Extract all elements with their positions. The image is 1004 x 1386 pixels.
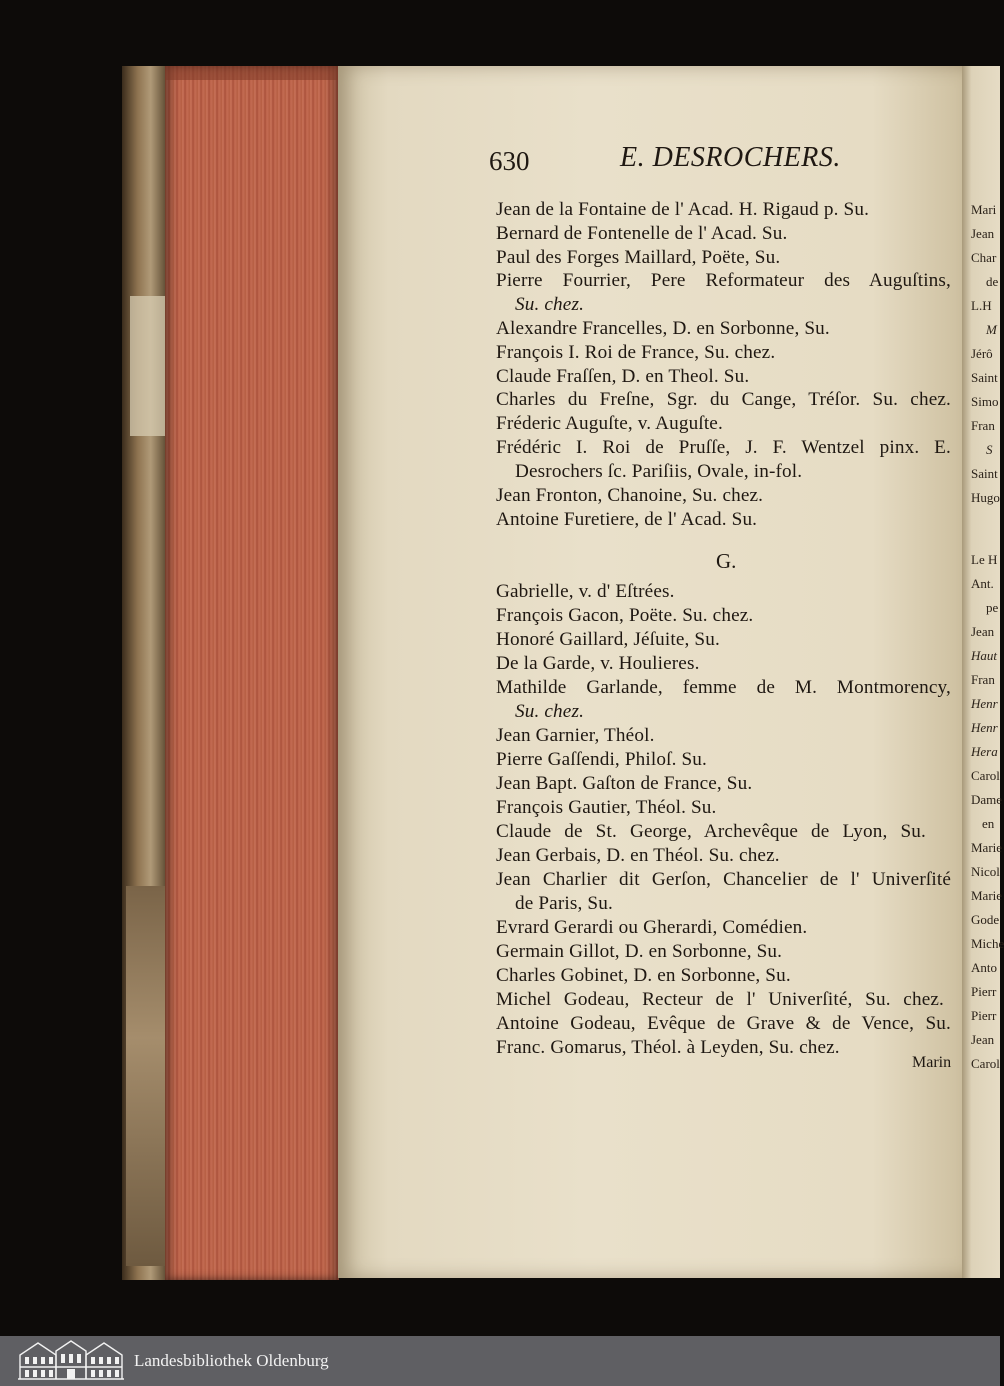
right-page-text: Henr bbox=[971, 720, 998, 735]
section-heading: G. bbox=[716, 549, 737, 573]
right-page-text: Char bbox=[971, 250, 997, 265]
right-page-text: Le H bbox=[971, 552, 998, 567]
entry-line: Bernard de Fontenelle de l' Acad. Su. bbox=[496, 223, 788, 244]
entry-line: Fréderic Auguſte, v. Auguſte. bbox=[496, 413, 723, 434]
entry-line: Desrochers ſc. Pariſiis, Ovale, in-fol. bbox=[515, 461, 803, 482]
entry-line: Su. chez. bbox=[515, 294, 585, 315]
entry-line: François I. Roi de France, Su. chez. bbox=[496, 342, 776, 363]
entry-line: Frédéric I. Roi de Pruſſe, J. F. Wentzel pinx. E. bbox=[496, 437, 951, 458]
right-page-text: M bbox=[986, 322, 997, 337]
entry-line: François Gautier, Théol. Su. bbox=[496, 797, 717, 818]
right-page-text: Fran bbox=[971, 672, 995, 687]
entry-line: Claude de St. George, Archevêque de Lyon, Su. bbox=[496, 821, 926, 842]
entry-line: Mathilde Garlande, femme de M. Montmorency, bbox=[496, 677, 951, 698]
right-page-text: Hugo bbox=[971, 490, 1000, 505]
right-page-text: Carol bbox=[971, 1056, 1000, 1071]
right-page-text: Nicol bbox=[971, 864, 1000, 879]
right-page-text: Carol bbox=[971, 768, 1000, 783]
library-name: Landesbibliothek Oldenburg bbox=[134, 1351, 329, 1370]
right-page-text: Jean bbox=[971, 226, 995, 241]
entry-line: de Paris, Su. bbox=[515, 893, 613, 914]
right-page-text: Haut bbox=[971, 648, 997, 663]
running-title: E. DESROCHERS. bbox=[620, 142, 841, 173]
right-page-text: Ant. bbox=[971, 576, 994, 591]
entry-line: Honoré Gaillard, Jéſuite, Su. bbox=[496, 629, 720, 650]
right-page-text: Saint bbox=[971, 466, 998, 481]
right-page-text: de bbox=[986, 274, 999, 289]
catchword: Marin bbox=[912, 1054, 952, 1071]
entry-line: Antoine Godeau, Evêque de Grave & de Vence, Su. bbox=[496, 1013, 951, 1034]
library-building-logo-icon bbox=[18, 1339, 124, 1383]
right-page-text: Miche bbox=[971, 936, 1004, 951]
entry-line: Germain Gillot, D. en Sorbonne, Su. bbox=[496, 941, 783, 962]
entry-line: Evrard Gerardi ou Gherardi, Comédien. bbox=[496, 917, 808, 938]
entry-line: Charles du Freſne, Sgr. du Cange, Tréſor. Su. chez. bbox=[496, 389, 951, 410]
right-page-text: Henr bbox=[971, 696, 998, 711]
right-page-text: Jean bbox=[971, 624, 995, 639]
entry-line: Paul des Forges Maillard, Poëte, Su. bbox=[496, 247, 781, 268]
entry-line: Jean Charlier dit Gerſon, Chancelier de l' Univerſité bbox=[496, 869, 951, 890]
right-page-text: Anto bbox=[971, 960, 997, 975]
right-page-text: en bbox=[982, 816, 995, 831]
right-page-fragment bbox=[962, 66, 1004, 1278]
right-page-text: L.H bbox=[971, 298, 992, 313]
page-number: 630 bbox=[489, 146, 530, 176]
entry-line: Gabrielle, v. d' Eſtrées. bbox=[496, 581, 675, 602]
right-page-text: S bbox=[986, 442, 993, 457]
right-page-text: Marie bbox=[971, 888, 1003, 903]
right-page-text: Jérô bbox=[971, 346, 993, 361]
entry-line: Antoine Furetiere, de l' Acad. Su. bbox=[496, 509, 758, 530]
right-page-text: Marie bbox=[971, 840, 1003, 855]
entry-line: Jean Bapt. Gaſton de France, Su. bbox=[496, 773, 753, 794]
right-page-text: Fran bbox=[971, 418, 995, 433]
right-page-text: Gode bbox=[971, 912, 1000, 927]
entry-line: Jean de la Fontaine de l' Acad. H. Rigaud p. Su. bbox=[496, 199, 870, 220]
entry-line: Jean Garnier, Théol. bbox=[496, 725, 655, 746]
right-page-text: pe bbox=[986, 600, 999, 615]
entry-line: Jean Gerbais, D. en Théol. Su. chez. bbox=[496, 845, 780, 866]
entry-line: Jean Fronton, Chanoine, Su. chez. bbox=[496, 485, 764, 506]
entry-line: Pierre Fourrier, Pere Reformateur des Auguſtins, bbox=[496, 270, 951, 291]
right-page-text: Saint bbox=[971, 370, 998, 385]
right-page-text: Pierr bbox=[971, 1008, 997, 1023]
entry-line: Franc. Gomarus, Théol. à Leyden, Su. chez. bbox=[496, 1037, 840, 1058]
entry-line: Claude Fraſſen, D. en Theol. Su. bbox=[496, 366, 750, 387]
right-page-text: Mari bbox=[971, 202, 997, 217]
right-page-text: Dame bbox=[971, 792, 1003, 807]
entry-line: Alexandre Francelles, D. en Sorbonne, Su. bbox=[496, 318, 830, 339]
page-edges-top bbox=[165, 66, 339, 80]
right-page-text: Pierr bbox=[971, 984, 997, 999]
right-page-text: Jean bbox=[971, 1032, 995, 1047]
entry-line: Charles Gobinet, D. en Sorbonne, Su. bbox=[496, 965, 791, 986]
right-page-text: Hera bbox=[971, 744, 998, 759]
page-edges bbox=[165, 66, 339, 1280]
entry-line: De la Garde, v. Houlieres. bbox=[496, 653, 700, 674]
entry-line: Pierre Gaſſendi, Philoſ. Su. bbox=[496, 749, 707, 770]
right-page-text: Simo bbox=[971, 394, 999, 409]
entry-line: Michel Godeau, Recteur de l' Univerſité, Su. chez. bbox=[496, 989, 944, 1010]
entry-line: François Gacon, Poëte. Su. chez. bbox=[496, 605, 754, 626]
entry-line: Su. chez. bbox=[515, 701, 585, 722]
